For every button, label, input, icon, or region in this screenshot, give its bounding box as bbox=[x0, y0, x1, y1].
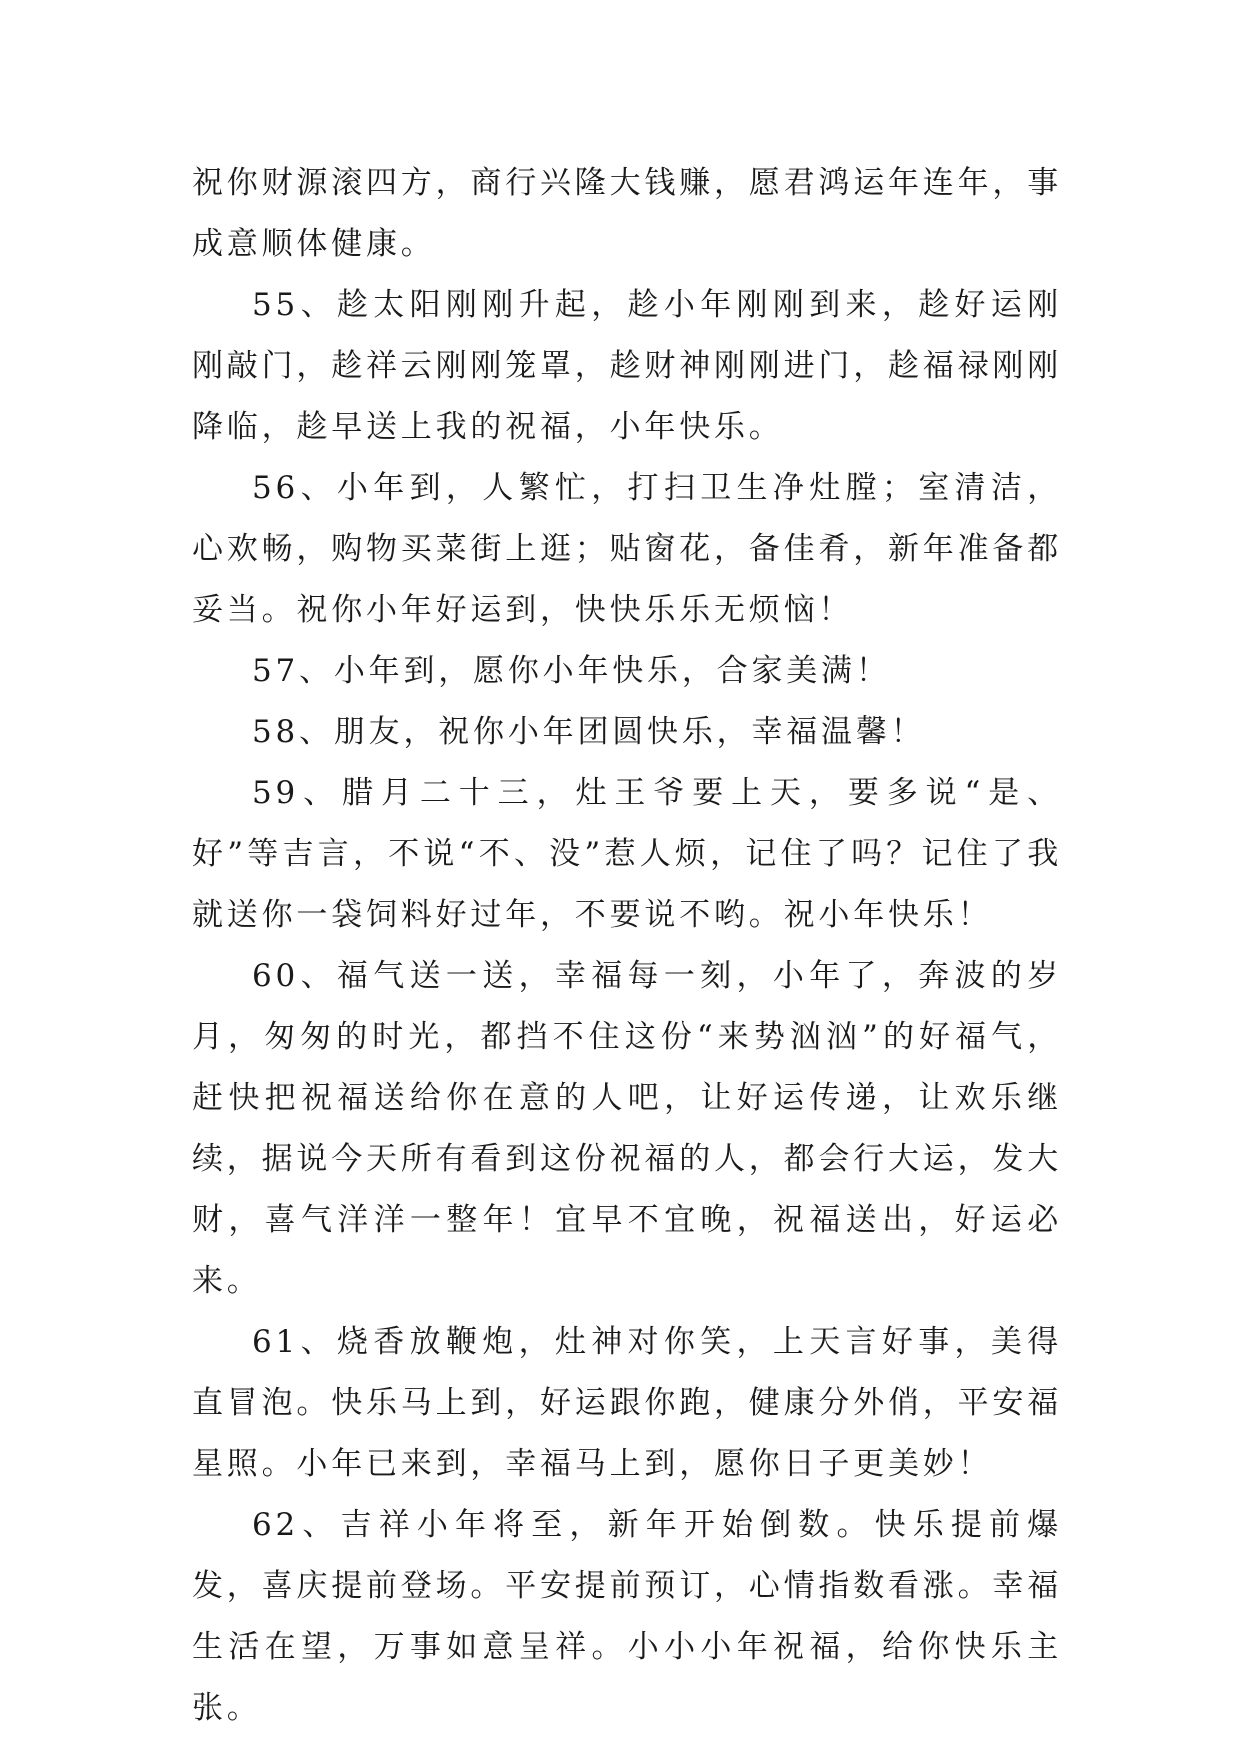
paragraph-intro: 祝你财源滚四方，商行兴隆大钱赚，愿君鸿运年连年，事成意顺体健康。 bbox=[192, 165, 1062, 262]
paragraph-59: 59、腊月二十三，灶王爷要上天，要多说“是、好”等吉言，不说“不、没”惹人烦，记住了吗？记住了我就送你一袋饲料好过年，不要说不哟。祝小年快乐！ bbox=[192, 775, 1062, 933]
paragraph-61: 61、烧香放鞭炮，灶神对你笑，上天言好事，美得直冒泡。快乐马上到，好运跟你跑，健康分外俏，平安福星照。小年已来到，幸福马上到，愿你日子更美妙！ bbox=[192, 1324, 1062, 1482]
paragraph-57: 57、小年到，愿你小年快乐，合家美满！ bbox=[252, 653, 891, 689]
paragraph-56: 56、小年到，人繁忙，打扫卫生净灶膛；室清洁，心欢畅，购物买菜街上逛；贴窗花，备佳肴，新年准备都妥当。祝你小年好运到，快快乐乐无烦恼！ bbox=[192, 470, 1062, 628]
paragraph-60: 60、福气送一送，幸福每一刻，小年了，奔波的岁月，匆匆的时光，都挡不住这份“来势汹汹”的好福气，赶快把祝福送给你在意的人吧，让好运传递，让欢乐继续，据说今天所有看到这份祝福的人，都会行大运，发大财，喜气洋洋一整年！宜早不宜晚，祝福送出，好运必来。 bbox=[192, 958, 1062, 1299]
paragraph-55: 55、趁太阳刚刚升起，趁小年刚刚到来，趁好运刚刚敲门，趁祥云刚刚笼罩，趁财神刚刚进门，趁福禄刚刚降临，趁早送上我的祝福，小年快乐。 bbox=[192, 287, 1062, 445]
document-body bbox=[192, 153, 1062, 1739]
paragraph-62: 62、吉祥小年将至，新年开始倒数。快乐提前爆发，喜庆提前登场。平安提前预订，心情指数看涨。幸福生活在望，万事如意呈祥。小小小年祝福，给你快乐主张。 bbox=[192, 1507, 1062, 1726]
paragraph-58: 58、朋友，祝你小年团圆快乐，幸福温馨！ bbox=[252, 714, 926, 750]
